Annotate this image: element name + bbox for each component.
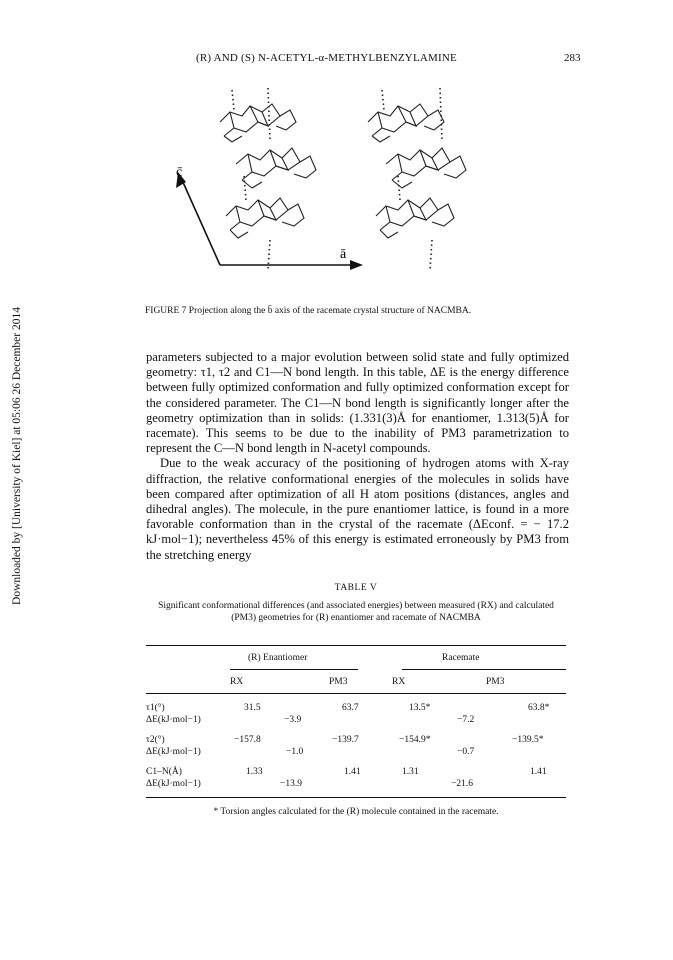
table-footnote: * Torsion angles calculated for the (R) molecule contained in the racemate. (213, 807, 499, 817)
col-header-pm3-enantiomer: PM3 (329, 677, 348, 687)
paragraph-2: Due to the weak accuracy of the positioning of hydrogen atoms with X-ray diffraction, the relative conformational energies of the molecules in solids have been compared after optimization of all H atom positions (distances, angles and dihedral angles). The molecule, in the pure enantiomer lattice, is found in a more favorable conformation than in the crystal of the racemate (ΔEconf. = − 17.2 kJ·mol−1); nevertheless 45% of this energy is estimated erroneously by PM3 from the stretching energy (146, 456, 569, 562)
table-caption: Significant conformational differences (and associated energies) between measured (RX) and calculated (PM3) geometries for (R) enantiomer and racemate of NACMBA (158, 601, 554, 623)
row-label-delta-e-1: ΔE(kJ·mol−1) (146, 715, 201, 725)
table-bottom-rule (146, 797, 566, 798)
molecule-cluster-left (220, 88, 316, 270)
download-watermark: Downloaded by [University of Kiel] at 05:06 26 December 2014 (11, 307, 23, 605)
cell-delta-e-1-racemate: −7.2 (457, 715, 475, 725)
hydrogen-bond-dots-left (232, 88, 270, 270)
group-rule-enantiomer (230, 669, 358, 670)
cell-delta-e-2-racemate: −0.7 (457, 747, 475, 757)
c-axis-label: c̄ (176, 165, 183, 180)
cell-tau2-rx-racemate: −154.9* (399, 735, 431, 745)
table-header-rule (146, 693, 566, 694)
cell-tau1-pm3-enantiomer: 63.7 (342, 703, 359, 713)
cell-tau2-rx-enantiomer: −157.8 (234, 735, 261, 745)
cell-c1n-rx-enantiomer: 1.33 (246, 767, 263, 777)
cell-c1n-pm3-enantiomer: 1.41 (344, 767, 361, 777)
cell-tau2-pm3-enantiomer: −139.7 (332, 735, 359, 745)
group-header-enantiomer: (R) Enantiomer (248, 653, 308, 663)
crystal-structure-figure (150, 80, 540, 290)
c-axis-line (182, 180, 220, 265)
cell-tau1-rx-enantiomer: 31.5 (244, 703, 261, 713)
table-top-rule (146, 645, 566, 646)
row-label-delta-e-2: ΔE(kJ·mol−1) (146, 747, 201, 757)
row-label-tau1: τ1(°) (146, 703, 165, 713)
cell-delta-e-3-racemate: −21.6 (451, 779, 473, 789)
cell-tau1-rx-racemate: 13.5* (409, 703, 431, 713)
a-axis-label: ā (340, 247, 347, 262)
cell-delta-e-3-enantiomer: −13.9 (280, 779, 302, 789)
page-number: 283 (564, 52, 581, 64)
col-header-pm3-racemate: PM3 (486, 677, 505, 687)
figure-caption: FIGURE 7 Projection along the b̄ axis of the racemate crystal structure of NACMBA. (145, 306, 472, 316)
table-title: TABLE V (334, 583, 378, 593)
cell-tau1-pm3-racemate: 63.8* (528, 703, 550, 713)
cell-delta-e-1-enantiomer: −3.9 (284, 715, 302, 725)
col-header-rx-racemate: RX (392, 677, 406, 687)
row-label-c1-n: C1–N(Å) (146, 767, 182, 777)
group-rule-racemate (402, 669, 566, 670)
cell-delta-e-2-enantiomer: −1.0 (286, 747, 304, 757)
cell-tau2-pm3-racemate: −139.5* (512, 735, 544, 745)
paragraph-1: parameters subjected to a major evolution between solid state and fully optimized geometry: τ1, τ2 and C1—N bond length. In this table, ΔE is the energy difference between fully optimized conformation and fully optimized conformation except for the considered parameter. The C1—N bond length is significantly longer after the geometry optimization than in solids: (1.331(3)Å for enantiomer, 1.313(5)Å for racemate). This seems to be due to the inability of PM3 parametrization to represent the C—N bond length in N-acetyl compounds. (146, 350, 569, 456)
crystal-projection-drawing (150, 80, 540, 290)
molecule-cluster-right (368, 88, 466, 270)
col-header-rx-enantiomer: RX (230, 677, 244, 687)
body-text (146, 350, 569, 563)
row-label-tau2: τ2(°) (146, 735, 165, 745)
cell-c1n-rx-racemate: 1.31 (402, 767, 419, 777)
row-label-delta-e-3: ΔE(kJ·mol−1) (146, 779, 201, 789)
a-axis-arrowhead (350, 260, 363, 270)
running-head: (R) AND (S) N-ACETYL-α-METHYLBENZYLAMINE (196, 52, 457, 64)
group-header-racemate: Racemate (442, 653, 480, 663)
cell-c1n-pm3-racemate: 1.41 (530, 767, 547, 777)
